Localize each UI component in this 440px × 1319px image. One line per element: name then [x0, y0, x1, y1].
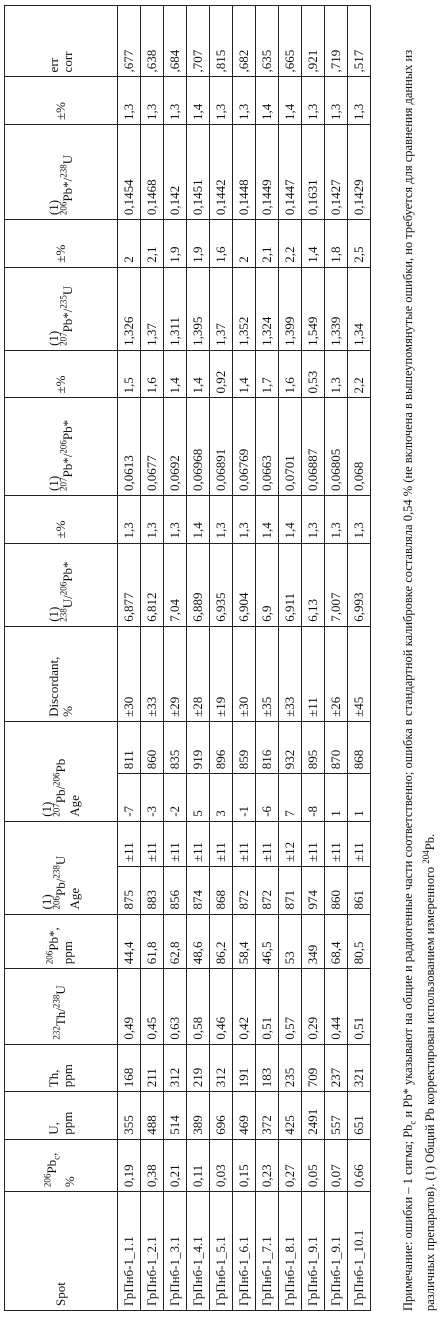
table-row [164, 6, 187, 1311]
table-cell: ±11 [164, 821, 187, 866]
table-cell: 0,0613 [118, 398, 141, 496]
table-cell: ±11 [302, 821, 325, 866]
table-cell: 651 [348, 1092, 371, 1140]
table-cell: 0,06805 [325, 398, 348, 496]
table-row [256, 6, 279, 1311]
table-cell: ±11 [210, 821, 233, 866]
col-pbc: $^{206}Pb_c$, % [5, 1139, 118, 1191]
table-cell: 1,4 [187, 495, 210, 543]
table-cell: 7,007 [325, 543, 348, 626]
table-cell: 0,05 [302, 1139, 325, 1191]
table-cell: 1,3 [348, 77, 371, 125]
col-age-206-238: (1) $^{206}$Pb/$^{238}$U Age [5, 821, 118, 914]
table-cell: 0,23 [256, 1139, 279, 1191]
table-cell: 872 [256, 866, 279, 914]
table-cell: 0,1448 [233, 125, 256, 220]
table-cell: 0,142 [164, 125, 187, 220]
table-cell: 0,57 [279, 969, 302, 1044]
table-cell: 0,06968 [187, 398, 210, 496]
table-cell: 355 [118, 1092, 141, 1140]
cell-spot: ГрПнб-1_9.1 [302, 1192, 325, 1311]
table-row [325, 6, 348, 1311]
table-cell: 3 [210, 774, 233, 822]
table-cell: -2 [164, 774, 187, 822]
table-cell: 0,06891 [210, 398, 233, 496]
cell-spot: ГрПнб-1_4.1 [187, 1192, 210, 1311]
table-cell: 2 [118, 220, 141, 268]
table-cell: ±11 [348, 821, 371, 866]
table-cell: 469 [233, 1092, 256, 1140]
col-ratio-206-238: (1) $^{206}$Pb*/$^{238}$U [5, 125, 118, 220]
col-err-2: ±% [5, 350, 118, 398]
table-cell: 868 [210, 866, 233, 914]
table-cell: 321 [348, 1044, 371, 1092]
table-cell: 1,3 [325, 77, 348, 125]
table-cell: 1,3 [164, 77, 187, 125]
table-cell: 557 [325, 1092, 348, 1140]
table-cell: ,707 [187, 6, 210, 77]
table-cell: 811 [118, 721, 141, 773]
cell-spot: ГрПнб-1_9.1 [325, 1192, 348, 1311]
table-cell: 835 [164, 721, 187, 773]
table-cell: 6,812 [141, 543, 164, 626]
table-cell: 1,7 [256, 350, 279, 398]
table-cell: 0,0701 [279, 398, 302, 496]
table-cell: 0,1429 [348, 125, 371, 220]
table-cell: ,815 [210, 6, 233, 77]
table-cell: 2 [233, 220, 256, 268]
table-cell: 0,1442 [210, 125, 233, 220]
table-cell: 0,11 [187, 1139, 210, 1191]
table-cell: 709 [302, 1044, 325, 1092]
table-cell: ±11 [233, 821, 256, 866]
table-cell: 53 [279, 914, 302, 969]
table-cell: 312 [164, 1044, 187, 1092]
table-cell: 1,3 [348, 495, 371, 543]
table-cell: 2,2 [279, 220, 302, 268]
table-cell: 0,51 [256, 969, 279, 1044]
table-cell: 1,8 [325, 220, 348, 268]
table-cell: ±29 [164, 626, 187, 721]
table-cell: 0,45 [141, 969, 164, 1044]
table-cell: 6,904 [233, 543, 256, 626]
table-cell: ,635 [256, 6, 279, 77]
table-cell: 860 [141, 721, 164, 773]
table-row [118, 6, 141, 1311]
table-cell: 0,51 [348, 969, 371, 1044]
table-cell: 0,068 [348, 398, 371, 496]
table-cell: 1,399 [279, 267, 302, 350]
table-cell: ,684 [164, 6, 187, 77]
table-cell: 6,9 [256, 543, 279, 626]
table-cell: ±30 [233, 626, 256, 721]
table-cell: 0,1454 [118, 125, 141, 220]
table-cell: 1,549 [302, 267, 325, 350]
table-cell: ±26 [325, 626, 348, 721]
table-cell: 816 [256, 721, 279, 773]
table-footnote: Примечание: ошибки – 1 сигма; $Pb_c$ и Pb* указывают на общие и радиогенные части соответственно; ошибка в стандартной калибровке составляла 0,54 % (не включена в вышеупомянутые ошибки, но требуется для сравнения данных из различных препаратов). (1) Общий Pb корректирован использованием измеренного $^{204}$Pb. [401, 49, 437, 1311]
table-cell: 6,889 [187, 543, 210, 626]
table-cell: 1,4 [279, 77, 302, 125]
table-row [187, 6, 210, 1311]
table-cell: 0,29 [302, 969, 325, 1044]
table-cell: 0,1451 [187, 125, 210, 220]
table-cell: ±45 [348, 626, 371, 721]
table-cell: ,921 [302, 6, 325, 77]
table-cell: 0,1468 [141, 125, 164, 220]
cell-spot: ГрПнб-1_2.1 [141, 1192, 164, 1311]
table-cell: 874 [187, 866, 210, 914]
table-cell: ,665 [279, 6, 302, 77]
table-cell: ±30 [118, 626, 141, 721]
table-cell: 1,6 [210, 220, 233, 268]
table-cell: ±11 [118, 821, 141, 866]
table-cell: 1,4 [256, 495, 279, 543]
table-cell: 1,4 [256, 77, 279, 125]
table-cell: 861 [348, 866, 371, 914]
table-cell: 1,3 [302, 495, 325, 543]
col-ratio-238-206: (1) $^{238}$U/$^{206}$Pb* [5, 543, 118, 626]
table-cell: 0,63 [164, 969, 187, 1044]
table-cell: 1,9 [187, 220, 210, 268]
table-cell: 0,42 [233, 969, 256, 1044]
table-cell: ,719 [325, 6, 348, 77]
table-row [141, 6, 164, 1311]
table-cell: 6,935 [210, 543, 233, 626]
table-cell: 514 [164, 1092, 187, 1140]
table-cell: 872 [233, 866, 256, 914]
table-cell: 2491 [302, 1092, 325, 1140]
table-cell: 0,06887 [302, 398, 325, 496]
table-cell: 62,8 [164, 914, 187, 969]
table-row [233, 6, 256, 1311]
table-cell: 1 [325, 774, 348, 822]
table-cell: 0,19 [118, 1139, 141, 1191]
table-cell: 0,07 [325, 1139, 348, 1191]
cell-spot: ГрПнб-1_7.1 [256, 1192, 279, 1311]
col-th-u: $^{232}$Th/$^{238}$U [5, 969, 118, 1044]
table-cell: ±11 [141, 821, 164, 866]
table-cell: 0,66 [348, 1139, 371, 1191]
table-cell: 389 [187, 1092, 210, 1140]
table-cell: 696 [210, 1092, 233, 1140]
table-cell: 0,38 [141, 1139, 164, 1191]
table-cell: -1 [233, 774, 256, 822]
table-cell: 1,4 [164, 350, 187, 398]
table-cell: ±11 [256, 821, 279, 866]
table-row [279, 6, 302, 1311]
table-cell: 860 [325, 866, 348, 914]
table-cell: 80,5 [348, 914, 371, 969]
table-cell: 1,3 [325, 495, 348, 543]
table-cell: 1,339 [325, 267, 348, 350]
table-cell: -8 [302, 774, 325, 822]
table-cell: 1,3 [210, 77, 233, 125]
table-cell: ±33 [141, 626, 164, 721]
table-cell: 1,3 [118, 77, 141, 125]
table-cell: 0,44 [325, 969, 348, 1044]
table-cell: 425 [279, 1092, 302, 1140]
col-ratio-207-235: (1) $^{207}$Pb*/$^{235}$U [5, 267, 118, 350]
table-cell: ,517 [348, 6, 371, 77]
table-cell: ±11 [302, 626, 325, 721]
table-cell: ±12 [279, 821, 302, 866]
table-cell: 1,34 [348, 267, 371, 350]
table-cell: 1,3 [233, 495, 256, 543]
table-cell: 0,1427 [325, 125, 348, 220]
table-cell: 1,4 [302, 220, 325, 268]
table-cell: 46,5 [256, 914, 279, 969]
table-cell: 1,9 [164, 220, 187, 268]
table-cell: 0,46 [210, 969, 233, 1044]
data-table [4, 5, 371, 1311]
table-cell: 44,4 [118, 914, 141, 969]
table-cell: 372 [256, 1092, 279, 1140]
table-cell: 1,3 [141, 77, 164, 125]
table-cell: 896 [210, 721, 233, 773]
table-cell: ±33 [279, 626, 302, 721]
table-cell: 1,4 [187, 350, 210, 398]
table-cell: 0,0692 [164, 398, 187, 496]
table-cell: 0,49 [118, 969, 141, 1044]
col-err-4: ±% [5, 77, 118, 125]
col-err-1: ±% [5, 495, 118, 543]
table-cell: 0,21 [164, 1139, 187, 1191]
table-cell: 6,993 [348, 543, 371, 626]
table-cell: 1,352 [233, 267, 256, 350]
table-cell: 86,2 [210, 914, 233, 969]
table-cell: ±35 [256, 626, 279, 721]
table-cell: 1,4 [187, 77, 210, 125]
table-cell: 0,0677 [141, 398, 164, 496]
table-cell: 1,324 [256, 267, 279, 350]
table-cell: 2,1 [256, 220, 279, 268]
table-cell: 0,15 [233, 1139, 256, 1191]
table-cell: 919 [187, 721, 210, 773]
table-cell: 48,6 [187, 914, 210, 969]
table-cell: 0,53 [302, 350, 325, 398]
table-cell: 868 [348, 721, 371, 773]
table-cell: -7 [118, 774, 141, 822]
table-cell: 883 [141, 866, 164, 914]
col-pb-star: $^{206}$Pb*, ppm [5, 914, 118, 969]
col-discordant: Discordant, % [5, 626, 118, 721]
header-row [5, 6, 118, 1311]
table-cell: 1,4 [233, 350, 256, 398]
table-cell: 1,3 [325, 350, 348, 398]
cell-spot: ГрПнб-1_10.1 [348, 1192, 371, 1311]
table-cell: 0,1449 [256, 125, 279, 220]
table-cell: 235 [279, 1044, 302, 1092]
cell-spot: ГрПнб-1_8.1 [279, 1192, 302, 1311]
table-cell: 5 [187, 774, 210, 822]
table-cell: 974 [302, 866, 325, 914]
cell-spot: ГрПнб-1_3.1 [164, 1192, 187, 1311]
table-cell: 1,3 [233, 77, 256, 125]
table-cell: 7,04 [164, 543, 187, 626]
table-cell: 1,6 [141, 350, 164, 398]
table-cell: 0,1447 [279, 125, 302, 220]
table-cell: 183 [256, 1044, 279, 1092]
table-cell: 856 [164, 866, 187, 914]
col-age-207-206: (1) $^{207}$Pb/$^{206}$Pb Age [5, 721, 118, 821]
table-cell: 349 [302, 914, 325, 969]
table-cell: 6,13 [302, 543, 325, 626]
table-cell: 1,3 [302, 77, 325, 125]
col-u: U, ppm [5, 1092, 118, 1140]
table-cell: 1,3 [164, 495, 187, 543]
table-cell: 0,0663 [256, 398, 279, 496]
table-cell: ,677 [118, 6, 141, 77]
table-cell: 6,911 [279, 543, 302, 626]
table-cell: 1,311 [164, 267, 187, 350]
col-ratio-207-206: (1) $^{207}$Pb*/$^{206}$Pb* [5, 398, 118, 496]
table-cell: 932 [279, 721, 302, 773]
table-cell: 0,27 [279, 1139, 302, 1191]
table-cell: 0,06769 [233, 398, 256, 496]
table-cell: 68,4 [325, 914, 348, 969]
table-cell: ±28 [187, 626, 210, 721]
table-cell: ±11 [325, 821, 348, 866]
table-cell: 58,4 [233, 914, 256, 969]
table-cell: ,638 [141, 6, 164, 77]
table-cell: 1,6 [279, 350, 302, 398]
table-cell: 6,877 [118, 543, 141, 626]
col-spot: Spot [5, 1192, 118, 1311]
table-cell: 237 [325, 1044, 348, 1092]
table-cell: 7 [279, 774, 302, 822]
table-cell: 1,3 [141, 495, 164, 543]
table-cell: 168 [118, 1044, 141, 1092]
table-cell: 1,37 [141, 267, 164, 350]
table-row [210, 6, 233, 1311]
table-cell: -3 [141, 774, 164, 822]
table-row [348, 6, 371, 1311]
table-cell: 1,37 [210, 267, 233, 350]
col-err-3: ±% [5, 220, 118, 268]
table-cell: 191 [233, 1044, 256, 1092]
table-cell: 871 [279, 866, 302, 914]
col-th: Th, ppm [5, 1044, 118, 1092]
cell-spot: ГрПнб-1_6.1 [233, 1192, 256, 1311]
table-cell: 0,92 [210, 350, 233, 398]
table-row [302, 6, 325, 1311]
table-cell: 488 [141, 1092, 164, 1140]
table-cell: 2,2 [348, 350, 371, 398]
table-cell: 1,4 [279, 495, 302, 543]
cell-spot: ГрПнб-1_5.1 [210, 1192, 233, 1311]
table-cell: 895 [302, 721, 325, 773]
table-cell: 1,395 [187, 267, 210, 350]
table-cell: ±11 [187, 821, 210, 866]
table-cell: 1,5 [118, 350, 141, 398]
table-cell: 2,5 [348, 220, 371, 268]
table-cell: 219 [187, 1044, 210, 1092]
table-cell: -6 [256, 774, 279, 822]
table-cell: 1,3 [118, 495, 141, 543]
table-cell: 859 [233, 721, 256, 773]
table-cell: ,682 [233, 6, 256, 77]
table-cell: 0,03 [210, 1139, 233, 1191]
table-cell: ±19 [210, 626, 233, 721]
cell-spot: ГрПнб-1_1.1 [118, 1192, 141, 1311]
table-cell: 61,8 [141, 914, 164, 969]
table-cell: 1,3 [210, 495, 233, 543]
col-err-corr: err corr [5, 6, 118, 77]
table-cell: 1 [348, 774, 371, 822]
table-cell: 875 [118, 866, 141, 914]
table-cell: 0,58 [187, 969, 210, 1044]
table-cell: 211 [141, 1044, 164, 1092]
table-cell: 1,326 [118, 267, 141, 350]
table-cell: 870 [325, 721, 348, 773]
table-body [118, 6, 371, 1311]
table-cell: 0,1631 [302, 125, 325, 220]
table-cell: 2,1 [141, 220, 164, 268]
table-cell: 312 [210, 1044, 233, 1092]
